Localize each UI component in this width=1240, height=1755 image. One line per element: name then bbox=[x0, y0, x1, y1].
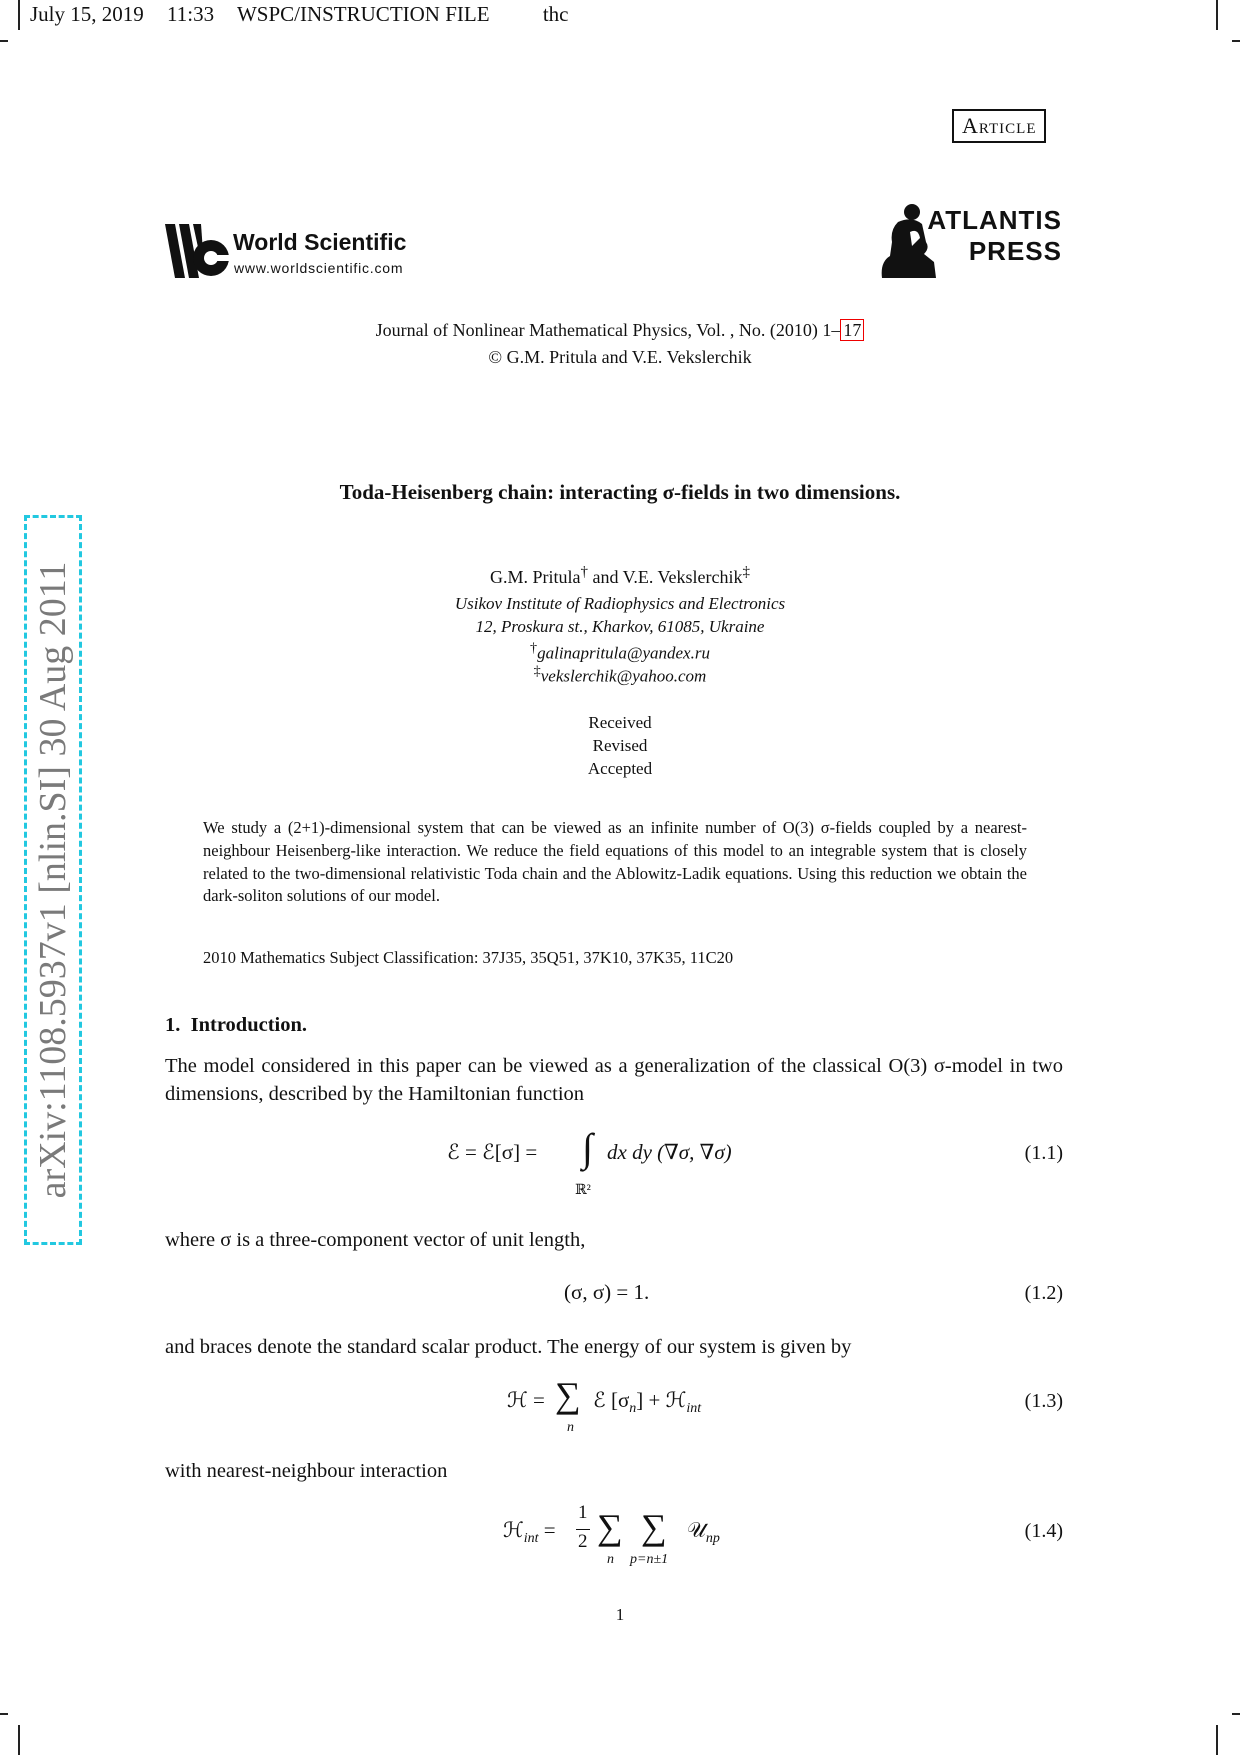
eq3-sum: ∑ bbox=[555, 1375, 581, 1415]
eq4-sum-2-sub: p=n±1 bbox=[630, 1552, 669, 1567]
equation-1-4 bbox=[0, 1500, 1240, 1572]
author-1: G.M. Pritula bbox=[489, 567, 581, 587]
abstract: We study a (2+1)-dimensional system that can be viewed as an infinite number of O(3) σ-fields coupled by a nearest-neighbour Heisenberg-like interaction. We reduce the field equations of this model to an integrable system that is closely related to the two-dimensional relativistic Toda chain and the Ablowitz-Ladik equations. Using this reduction we obtain the dark-soliton solutions of our model. bbox=[203, 818, 1027, 906]
eq3-tail-sub: int bbox=[686, 1401, 702, 1417]
eq4-rhs-main: 𝒰 bbox=[687, 1518, 706, 1542]
crop-mark bbox=[1216, 1725, 1218, 1755]
eq3-lhs: ℋ = bbox=[507, 1388, 545, 1412]
arxiv-identifier: arXiv:1108.5937v1 [nlin.SI] 30 Aug 2011 bbox=[32, 561, 74, 1199]
received-label: Received bbox=[588, 713, 652, 732]
eq4-equals: = bbox=[538, 1518, 556, 1542]
section-heading bbox=[165, 1014, 307, 1037]
crop-mark bbox=[1232, 1713, 1240, 1715]
atlantis-name: ATLANTIS bbox=[927, 205, 1062, 235]
journal-line bbox=[0, 320, 1240, 341]
eq4-rhs-sub: np bbox=[705, 1531, 720, 1547]
running-head-time: 11:33 bbox=[167, 2, 215, 26]
crop-mark bbox=[18, 0, 20, 30]
press-name: PRESS bbox=[968, 236, 1062, 266]
eq3-rhs-sub: n bbox=[629, 1401, 637, 1417]
eq2-number: (1.2) bbox=[1024, 1282, 1063, 1304]
eq4-sum-1: ∑ bbox=[597, 1507, 623, 1547]
paper-title: Toda-Heisenberg chain: interacting σ-fields in two dimensions. bbox=[339, 480, 901, 504]
copyright-line: © G.M. Pritula and V.E. Vekslerchik bbox=[488, 347, 752, 367]
eq1-integral: ∫ bbox=[582, 1125, 593, 1170]
author-1-mark: † bbox=[580, 564, 588, 580]
last-page-link[interactable]: 17 bbox=[840, 319, 864, 341]
crop-mark bbox=[0, 1713, 8, 1715]
journal-citation: Journal of Nonlinear Mathematical Physics, Vol. , No. (2010) 1– bbox=[375, 320, 841, 340]
eq4-fraction-den: 2 bbox=[578, 1531, 588, 1552]
accepted-label: Accepted bbox=[587, 759, 653, 778]
where-paragraph: where σ is a three-component vector of unit length, bbox=[165, 1229, 586, 1251]
eq4-number: (1.4) bbox=[1024, 1520, 1063, 1542]
crop-mark bbox=[0, 40, 8, 42]
equation-1-1 bbox=[0, 1125, 1240, 1208]
eq2-expr: (σ, σ) = 1. bbox=[564, 1280, 650, 1304]
section-number: 1. bbox=[165, 1014, 181, 1036]
affiliation-institute: Usikov Institute of Radiophysics and Electronics bbox=[454, 594, 786, 613]
running-head-name: thc bbox=[542, 2, 569, 26]
page-number: 1 bbox=[615, 1605, 625, 1624]
eq4-fraction-num: 1 bbox=[578, 1502, 588, 1523]
world-scientific-url: www.worldscientific.com bbox=[234, 260, 404, 276]
email-1 bbox=[0, 640, 1240, 664]
eq3-rhs-main: ℰ [σ bbox=[593, 1388, 630, 1412]
eq1-subscript: ℝ² bbox=[575, 1183, 591, 1198]
arxiv-stamp[interactable] bbox=[24, 515, 82, 1245]
eq3-sum-subscript: n bbox=[567, 1420, 574, 1435]
msc-classification: 2010 Mathematics Subject Classification: 37J35, 35Q51, 37K10, 37K35, 11C20 bbox=[203, 948, 734, 967]
revised-label: Revised bbox=[592, 736, 648, 755]
equation-1-3 bbox=[0, 1375, 1240, 1438]
eq4-lhs-sub: int bbox=[523, 1531, 539, 1547]
article-label: Article bbox=[952, 109, 1046, 143]
email-2-mark: ‡ bbox=[533, 663, 541, 679]
authors-and: and bbox=[588, 567, 623, 587]
atlantis-press-logo bbox=[876, 202, 1066, 282]
email-1-mark: † bbox=[530, 640, 538, 656]
crop-mark bbox=[18, 1725, 20, 1755]
eq4-rhs bbox=[687, 1518, 720, 1547]
author-2: V.E. Vekslerchik bbox=[622, 567, 743, 587]
author-2-mark: ‡ bbox=[742, 564, 750, 580]
equation-1-2 bbox=[0, 1280, 1240, 1312]
eq4-sum-1-sub: n bbox=[607, 1552, 614, 1567]
eq4-lhs bbox=[503, 1518, 556, 1547]
running-head-file: WSPC/INSTRUCTION FILE bbox=[236, 2, 490, 26]
email-2-address[interactable]: vekslerchik@yahoo.com bbox=[540, 666, 707, 686]
crop-mark bbox=[1232, 40, 1240, 42]
authors bbox=[0, 564, 1240, 588]
eq1-rhs: dx dy (∇σ, ∇σ) bbox=[607, 1140, 732, 1164]
affiliation-address: 12, Proskura st., Kharkov, 61085, Ukraine bbox=[475, 617, 765, 636]
eq3-number: (1.3) bbox=[1024, 1390, 1063, 1412]
eq1-lhs: ℰ = ℰ[σ] = bbox=[447, 1140, 538, 1164]
braces-paragraph: and braces denote the standard scalar product. The energy of our system is given by bbox=[165, 1336, 852, 1358]
world-scientific-logo bbox=[165, 222, 425, 284]
crop-mark bbox=[1216, 0, 1218, 30]
eq4-lhs-main: ℋ bbox=[503, 1518, 524, 1542]
eq1-number: (1.1) bbox=[1024, 1142, 1063, 1164]
eq4-fraction-bar bbox=[576, 1529, 590, 1530]
nearest-neighbour-paragraph: with nearest-neighbour interaction bbox=[165, 1460, 448, 1482]
eq4-sum-2: ∑ bbox=[641, 1507, 667, 1547]
eq3-rhs bbox=[593, 1388, 701, 1417]
email-1-address[interactable]: galinapritula@yandex.ru bbox=[537, 643, 710, 663]
eq3-rhs-tail: ] + ℋ bbox=[636, 1388, 687, 1412]
world-scientific-name: World Scientific bbox=[233, 229, 407, 255]
world-scientific-emblem-icon bbox=[165, 222, 231, 280]
running-head-date: July 15, 2019 bbox=[30, 2, 144, 26]
intro-paragraph: The model considered in this paper can be viewed as a generalization of the classical O(3) σ-model in two dimensions, described by the Hamiltonian function bbox=[165, 1055, 1063, 1105]
running-head bbox=[30, 2, 586, 27]
email-2 bbox=[0, 663, 1240, 687]
section-title: Introduction. bbox=[190, 1014, 308, 1036]
